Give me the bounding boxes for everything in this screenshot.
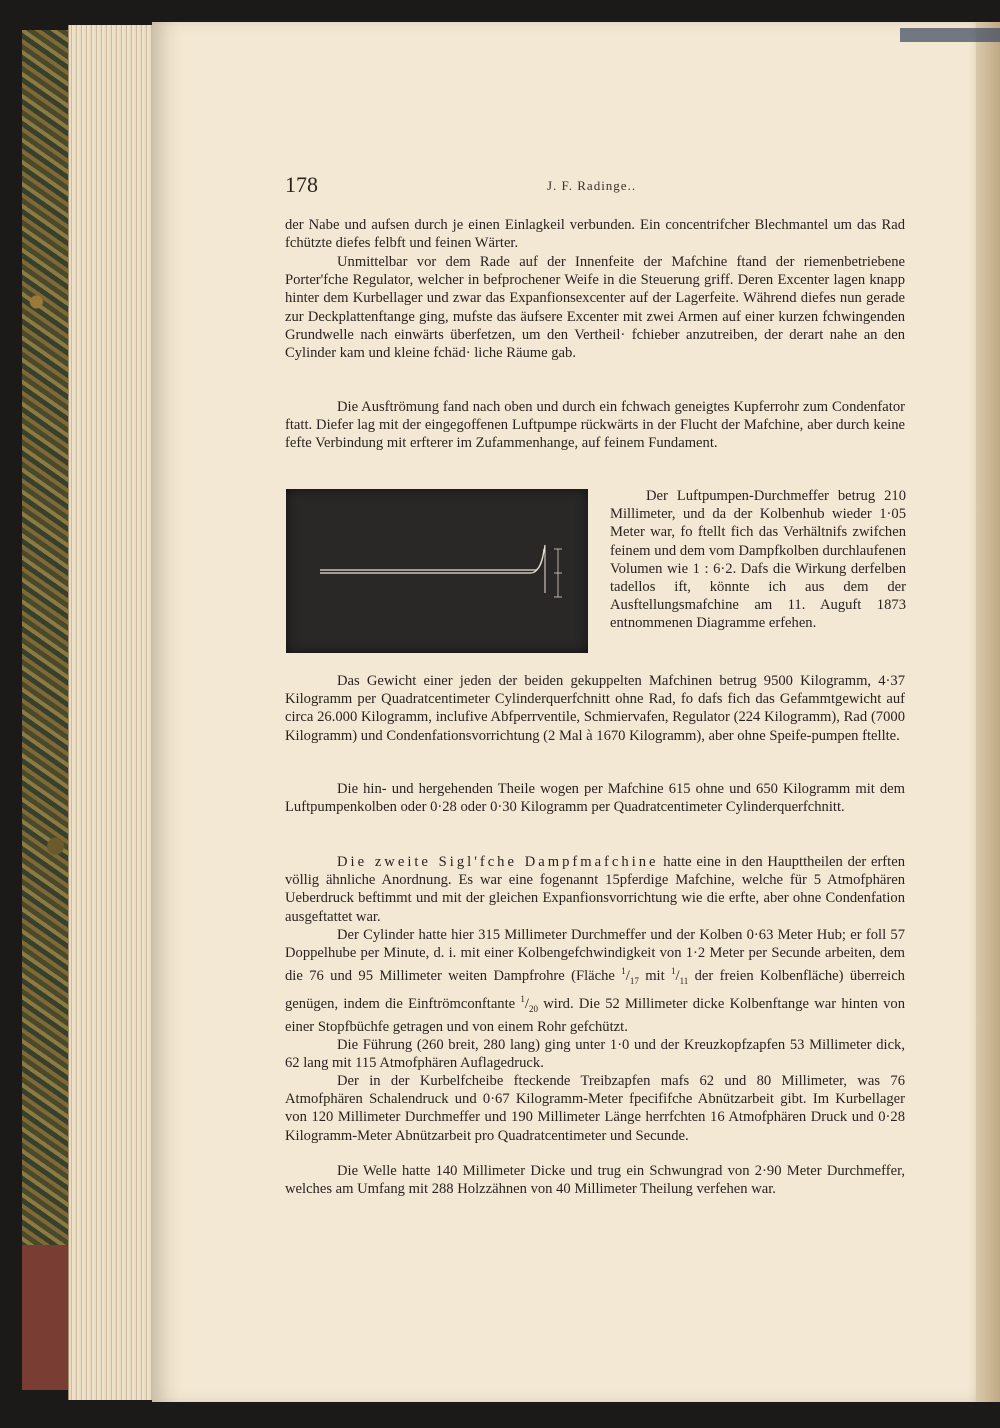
page-number: 178 [285,172,318,197]
paragraph-zweite-maschine [285,853,905,926]
paragraph-2: Unmittelbar vor dem Rade auf der Innenfeite der Mafchine ftand der riemenbetriebene Porter'fche Regulator, welcher in befprochener Weife in die Steuerung griff. Deren Excenter lagen knapp hinter dem Kurbellager und zwar das Expanfionsexcenter auf der Lagerfeite. Während diefes nun gerade zur Deckplattenftange ging, mufste das äufsere Excenter mit zwei Armen auf einer kurzen fchwingenden Grundwelle nach einwärts überfetzen, um den Vertheil· fchieber anzutreiben, der derart nahe an den Cylinder kam und kleine fchäd· liche Räume gab. [285,254,905,362]
fraction-1-denominator: 17 [629,976,639,987]
fraction-1-numerator: 1 [621,966,626,977]
page-stack-edges [68,25,157,1400]
indicator-diagram [286,489,588,653]
paragraph-1: der Nabe und aufsen durch je einen Einlagkeil verbunden. Ein concentrifcher Blechmantel um das Rad fchützte diefes felbft und feinen Wärter. [285,217,905,252]
running-head: J. F. Radinge.. [547,178,637,193]
cylinder-text-2: mit [638,968,672,985]
cloth-binding-strip [900,28,1000,42]
indicator-diagram-figure [286,489,588,653]
paragraph-theile: Die hin- und hergehenden Theile wogen per Mafchine 615 ohne und 650 Kilogramm mit dem Luftpumpenkolben oder 0·28 oder 0·30 Kilogramm per Quadratcentimeter Cylinderquerfchnitt. [285,781,905,816]
paragraph-3: Die Ausftrömung fand nach oben und durch ein fchwach geneigtes Kupferrohr zum Condenfator ftatt. Diefer lag mit der eingegoffenen Luftpumpe rückwärts in der Flucht der Mafchine, aber durch keine fefte Verbindung mit erfterer im Zufammenhange, auf feinem Fundament. [285,399,905,452]
section-lead: Die zweite Sigl'fche Dampfmafchine [337,854,659,870]
paragraph-gewicht: Das Gewicht einer jeden der beiden gekuppelten Mafchinen betrug 9500 Kilogramm, 4·37 Kilogramm per Quadratcentimeter Cylinderquerfchnitt ohne Rad, fo dafs fich das Gefammtgewicht auf circa 26.000 Kilogramm, inclufive Abfperrventile, Schmiervafen, Regulator (224 Kilogramm), Rad (7000 Kilogramm) und Condenfationsvorrichtung (2 Mal à 1670 Kilogramm), aber ohne Speife-pumpen ftellte. [285,673,905,744]
facing-page-edge [976,22,1000,1402]
paragraph-fuehrung: Die Führung (260 breit, 280 lang) ging unter 1·0 und der Kreuzkopfzapfen 53 Millimeter dick, 62 lang mit 115 Atmofphären Auflagedruck. [285,1037,905,1072]
paragraph-welle: Die Welle hatte 140 Millimeter Dicke und trug ein Schwungrad von 2·90 Meter Durchmeffer, welches am Umfang mit 288 Holzzähnen von 40 Millimeter Theilung verfehen war. [285,1163,905,1198]
cylinder-text-1: Der Cylinder hatte hier 315 Millimeter Durchmeffer und der Kolben 0·63 Meter Hub; er foll 57 Doppelhube per Minute, d. i. mit einer Kolbengefchwindigkeit von 1·2 Meter per Secunde arbeiten, dem die 76 und 95 Millimeter weiten Dampfrohre (Fläche [285,927,905,985]
paragraph-cylinder: Der Cylinder hatte hier 315 Millimeter Durchmeffer und der Kolben 0·63 Meter Hub; er foll 57 Doppelhube per Minute, d. i. mit einer Kolbengefchwindigkeit von 1·2 Meter per Secunde arbeiten, dem die 76 und 95 Millimeter weiten Dampfrohre (Fläche $^1/_{17}$ mit $^1/_{11}$ der freien Kolbenfläche) überreich genügen, indem die Einftrömconftante $^1/_{20}$ wird. Die 52 Millimeter dicke Kolbenftange war hinten von einer Stopfbüchfe getragen und von einem Rohr gefchützt. [285,927,906,1036]
paragraph-treibzapfen: Der in der Kurbelfcheibe fteckende Treibzapfen mafs 62 und 80 Millimeter, was 76 Atmofphären Schalendruck und 0·67 Kilogramm-Meter fpecififche Abnützarbeit gibt. Im Kurbellager von 120 Millimeter Durchmeffer und 190 Millimeter Länge herrfchten 16 Atmofphären Druck und 0·28 Kilogramm-Meter Abnützarbeit pro Quadratcentimeter und Secunde. [285,1073,905,1144]
marbled-cover-edge [22,30,72,1390]
fraction-2-denominator: 11 [679,976,689,987]
fraction-3-numerator: 1 [520,994,525,1005]
page-header [285,172,905,202]
side-paragraph-luftpumpe: Der Luftpumpen-Durchmeffer betrug 210 Millimeter, und da der Kolbenhub wieder 1·05 Meter war, fo ftellt fich das Verhältnifs zwifchen feinem und dem vom Dampfkolben durchlaufenen Volumen wie 1 : 6·2. Dafs die Wirkung derfelben tadellos ift, könnte ich aus dem der Ausftellungsmafchine am 11. Auguft 1873 entnommenen Diagramme erfehen. [610,488,906,632]
fraction-3-denominator: 20 [528,1004,538,1015]
cylinder-text-3: der freien Kolbenfläche) überreich genügen, indem die Einftrömconftante [285,968,905,1013]
cylinder-text-4: wird. Die 52 Millimeter dicke Kolbenftange war hinten von einer Stopfbüchfe getragen und von einem Rohr gefchützt. [285,996,906,1036]
section-rest: hatte eine in den Haupttheilen der erften völlig ähnliche Anordnung. Es war eine fogenannt 15pferdige Mafchine, welche für 5 Atmofphären Ueberdruck beftimmt und mit der gleichen Expanfionsvorrichtung wie die erfte, aber ohne Condenfation ausgeftattet war. [285,854,905,925]
fraction-2-numerator: 1 [671,966,676,977]
